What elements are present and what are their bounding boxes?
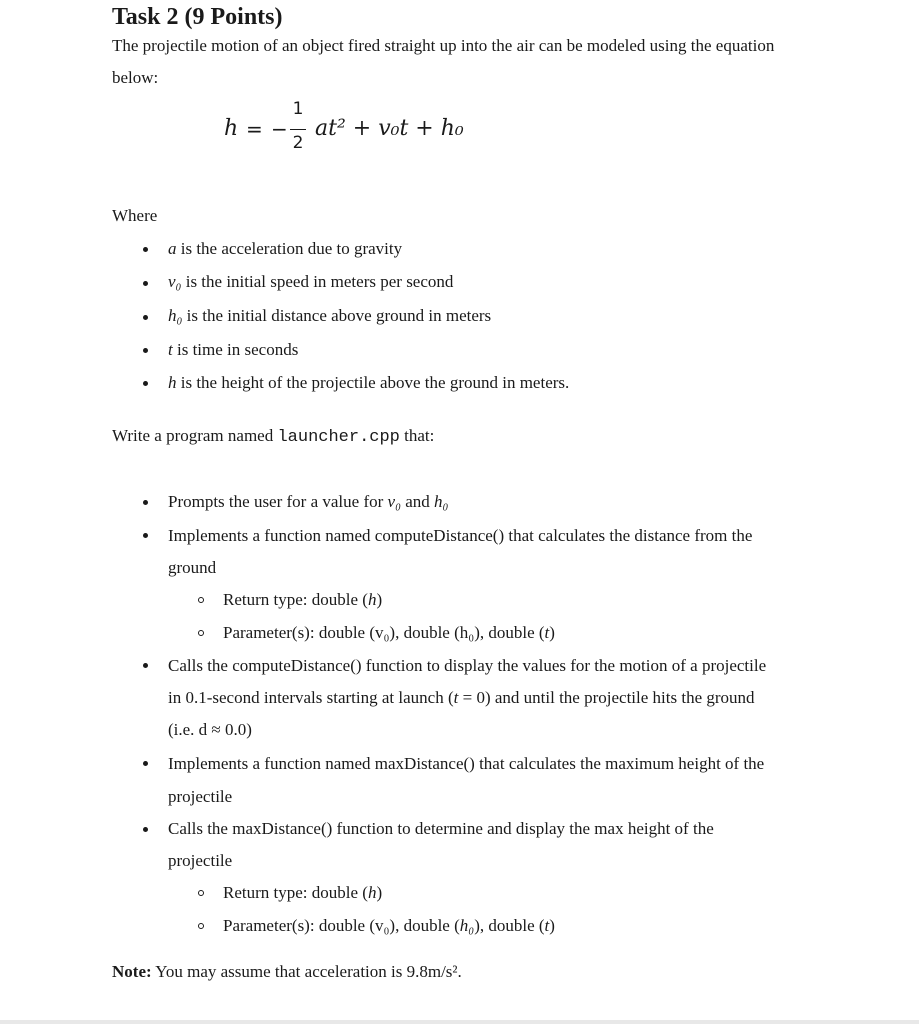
write-program-line (112, 427, 434, 446)
sub-symbol: h (367, 590, 377, 609)
sub-text: ) (549, 623, 555, 642)
bullet-dot (143, 381, 148, 386)
bullet-dot (143, 315, 148, 320)
sub-symbol: t (544, 916, 550, 935)
equation-frac-bar (290, 129, 306, 130)
bullet-dot (143, 663, 148, 668)
where-symbol: a (168, 239, 177, 258)
equation-frac-numerator: 1 (292, 99, 304, 119)
compute-return-type (223, 591, 382, 608)
compute-parameters (223, 624, 555, 641)
equation-lhs: h (224, 116, 239, 141)
requirement-max-line-1: Implements a function named maxDistance() that calculates the maximum height of the (168, 754, 765, 773)
requirement-text: and (401, 492, 435, 511)
where-symbol: v₀ (168, 272, 182, 291)
where-text: is the acceleration due to gravity (176, 239, 403, 258)
requirement-calls-compute-line-1: Calls the computeDistance() function to display the values for the motion of a projectile (168, 656, 767, 675)
where-item (168, 374, 569, 391)
max-parameters (223, 917, 555, 934)
requirement-symbol: t (453, 688, 459, 707)
sub-text: ) (376, 883, 383, 902)
where-symbol: t (168, 340, 173, 359)
requirement-max-line-2: projectile (168, 787, 233, 806)
sub-text: ) (549, 916, 555, 935)
where-item (168, 240, 402, 257)
where-text: is the initial distance above ground in meters (182, 306, 492, 325)
where-heading: Where (112, 206, 158, 225)
requirement-calls-compute-line-3: (i.e. d ≈ 0.0) (168, 720, 252, 739)
sub-text: Return type: double ( (223, 590, 368, 609)
requirement-compute-line-2: ground (168, 558, 217, 577)
equation-minus: − (271, 117, 288, 141)
note (112, 963, 462, 980)
sub-symbol: t (544, 623, 550, 642)
equation-frac-denominator: 2 (292, 133, 304, 153)
intro-line-1: The projectile motion of an object fired straight up into the air can be modeled using the equation (112, 36, 775, 55)
intro-line-2: below: (112, 68, 159, 87)
bullet-dot (143, 281, 148, 286)
requirement-symbol: h₀ (434, 492, 449, 511)
where-text: is the height of the projectile above the ground in meters. (176, 373, 570, 392)
bullet-dot (143, 247, 148, 252)
bullet-dot (143, 761, 148, 766)
note-text: You may assume that acceleration is 9.8m/s². (151, 962, 462, 981)
program-filename: launcher.cpp (277, 428, 400, 447)
requirement-calls-compute-line-2 (168, 689, 755, 706)
requirement-text: Prompts the user for a value for (168, 492, 388, 511)
where-text: is time in seconds (172, 340, 299, 359)
sub-bullet-circle (198, 890, 204, 896)
note-label: Note: (112, 962, 152, 981)
where-item (168, 307, 491, 324)
requirement-symbol: v₀ (387, 492, 401, 511)
requirement-calls-max-line-1: Calls the maxDistance() function to determine and display the max height of the (168, 819, 714, 838)
sub-bullet-circle (198, 630, 204, 636)
bullet-dot (143, 500, 148, 505)
requirement-text: in 0.1-second intervals starting at launch ( (168, 688, 454, 707)
requirement-text: = 0) and until the projectile hits the ground (458, 688, 755, 707)
write-suffix: that: (399, 426, 435, 445)
bullet-dot (143, 827, 148, 832)
equation-terms: at² + v₀t + h₀ (315, 116, 464, 141)
equation-equals: = (246, 117, 263, 141)
sub-text: ), double ( (474, 916, 545, 935)
where-text: is the initial speed in meters per second (181, 272, 454, 291)
bullet-dot (143, 348, 148, 353)
requirement-calls-max-line-2: projectile (168, 851, 233, 870)
where-symbol: h (168, 373, 177, 392)
requirement-prompt (168, 493, 448, 510)
task-title: Task 2 (9 Points) (112, 4, 283, 30)
bullet-dot (143, 533, 148, 538)
page-bottom-edge (0, 1020, 919, 1024)
where-symbol: h₀ (168, 306, 183, 325)
sub-text: Return type: double ( (223, 883, 368, 902)
sub-text: Parameter(s): double (v₀), double (h₀), double ( (223, 623, 545, 642)
max-return-type (223, 884, 382, 901)
where-item (168, 341, 298, 358)
sub-symbol: h (367, 883, 377, 902)
sub-text: ) (376, 590, 383, 609)
sub-symbol: h₀ (459, 916, 475, 935)
requirement-compute-line-1: Implements a function named computeDistance() that calculates the distance from the (168, 526, 753, 545)
where-item (168, 273, 453, 290)
sub-bullet-circle (198, 597, 204, 603)
sub-text: Parameter(s): double (v₀), double ( (223, 916, 460, 935)
sub-bullet-circle (198, 923, 204, 929)
write-prefix: Write a program named (112, 426, 278, 445)
